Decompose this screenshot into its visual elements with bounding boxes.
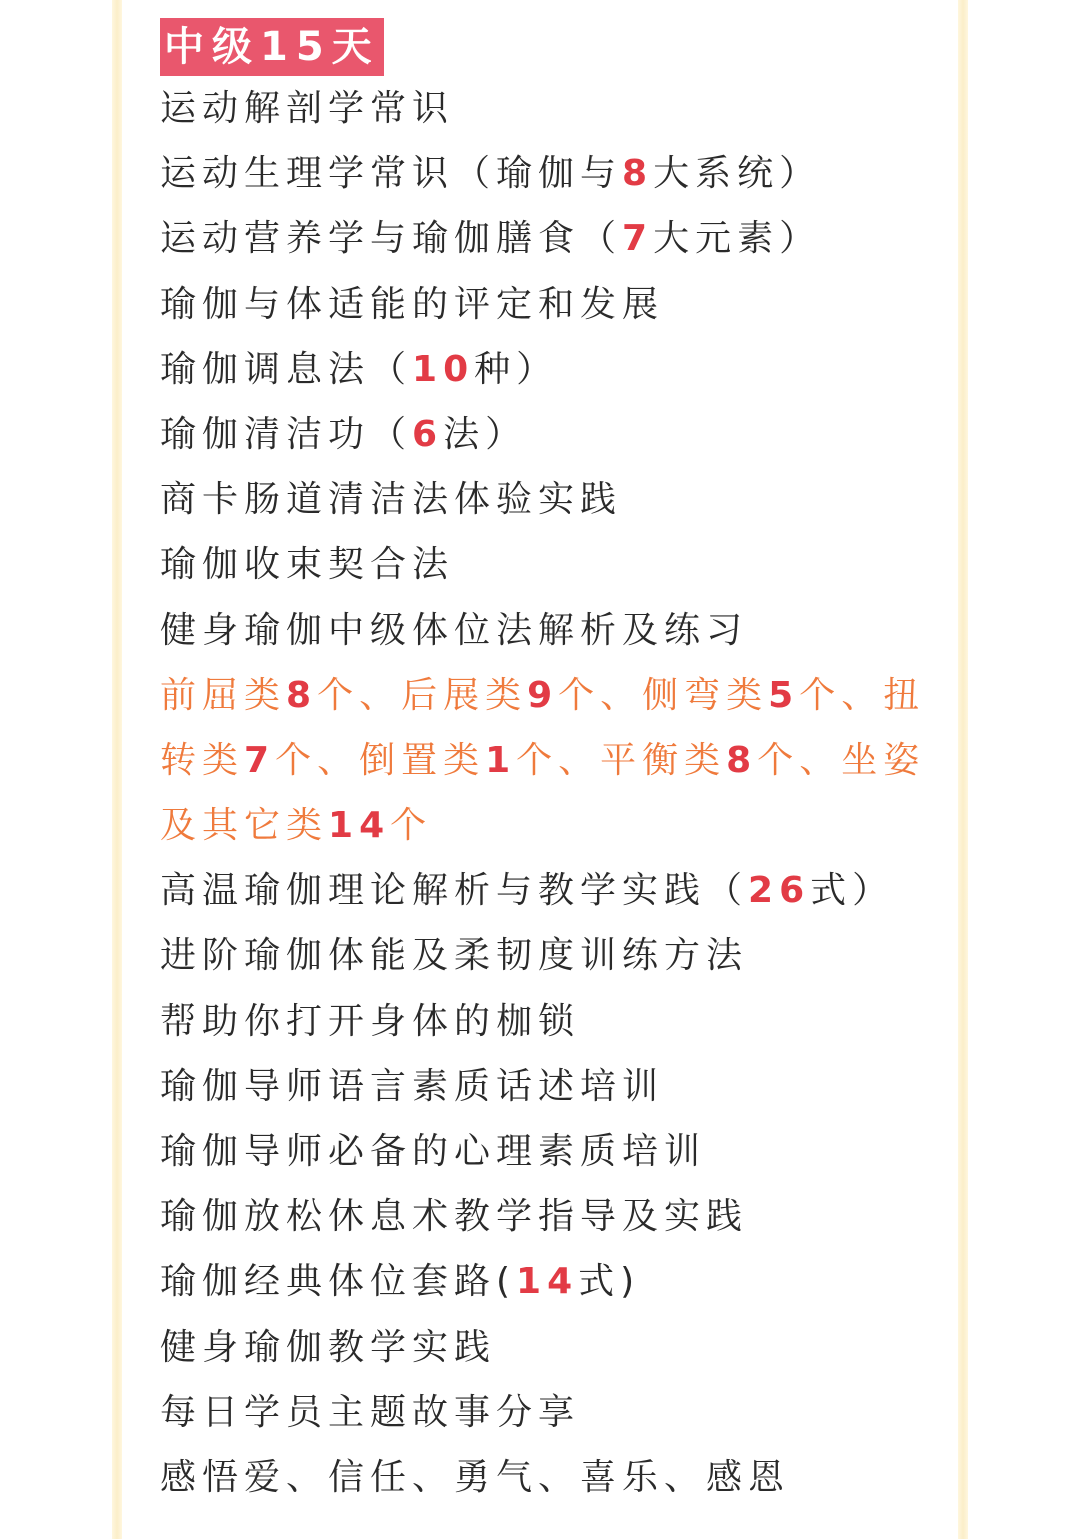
course-topic-item	[160, 402, 940, 467]
topic-text: 商卡肠道清洁法体验实践	[160, 479, 623, 521]
topic-count-number: 8	[726, 739, 758, 781]
topic-text: 瑜伽清洁功（	[160, 413, 413, 455]
topic-text: 前屈类	[160, 674, 287, 716]
topic-count-number: 26	[748, 870, 811, 912]
topic-count-number: 14	[328, 805, 391, 847]
course-topic-item	[160, 337, 940, 402]
topic-text: 感悟爱、信任、勇气、喜乐、感恩	[160, 1456, 791, 1498]
right-decorative-border	[958, 0, 968, 1539]
topic-text: 及其它类	[160, 805, 329, 847]
topic-text: 健身瑜伽中级体位法解析及练习	[160, 609, 749, 651]
topic-text: 帮助你打开身体的枷锁	[160, 1000, 581, 1042]
topic-text: 每日学员主题故事分享	[160, 1391, 581, 1433]
course-content	[160, 18, 940, 1510]
topic-count-number: 8	[286, 674, 318, 716]
topic-text: 个、倒置类	[275, 739, 486, 781]
topic-count-number: 7	[244, 739, 276, 781]
course-topic-item	[160, 206, 940, 271]
course-topic-item	[160, 1119, 940, 1184]
topic-count-number: 9	[527, 674, 559, 716]
asana-category-line	[160, 793, 940, 858]
topic-text: 个	[390, 805, 433, 847]
course-topic-item	[160, 1445, 940, 1510]
topic-count-number: 1	[485, 739, 517, 781]
topic-text: 瑜伽导师必备的心理素质培训	[160, 1131, 707, 1172]
topic-text: 法）	[443, 413, 528, 455]
topic-count-number: 7	[622, 218, 654, 260]
course-topic-item	[160, 858, 940, 923]
topic-count-number: 10	[412, 348, 475, 390]
topic-text: 个、坐姿	[757, 739, 926, 781]
topic-text: 瑜伽导师语言素质话述培训	[160, 1065, 665, 1107]
topic-text: 大系统）	[653, 153, 822, 195]
course-topic-item	[160, 76, 940, 141]
course-topic-item	[160, 598, 940, 663]
course-topic-item	[160, 989, 940, 1054]
topic-count-number: 5	[768, 674, 800, 716]
course-level-heading: 中级15天	[160, 18, 384, 76]
course-topic-item	[160, 923, 940, 988]
course-topic-item	[160, 141, 940, 206]
course-topic-item	[160, 1380, 940, 1445]
topic-text: 瑜伽放松休息术教学指导及实践	[160, 1196, 749, 1238]
course-topic-list	[160, 76, 940, 1510]
topic-text: 运动生理学常识（瑜伽与	[160, 153, 623, 195]
course-topic-item	[160, 1315, 940, 1380]
course-topic-item	[160, 467, 940, 532]
course-topic-item	[160, 1054, 940, 1119]
left-decorative-border	[112, 0, 122, 1539]
topic-text: 瑜伽与体适能的评定和发展	[160, 283, 665, 325]
topic-text: 个、扭	[799, 674, 926, 716]
topic-text: 高温瑜伽理论解析与教学实践（	[160, 870, 749, 912]
topic-count-number: 6	[412, 413, 444, 455]
topic-text: 瑜伽收束契合法	[160, 544, 455, 586]
topic-text: 运动解剖学常识	[160, 88, 455, 129]
course-topic-item	[160, 1249, 940, 1314]
topic-text: 大元素）	[653, 218, 822, 260]
topic-text: 转类	[160, 739, 245, 781]
topic-count-number: 14	[516, 1261, 579, 1303]
topic-text: 种）	[474, 348, 559, 390]
course-topic-item	[160, 1184, 940, 1249]
topic-text: 个、侧弯类	[558, 674, 769, 716]
topic-text: 瑜伽调息法（	[160, 348, 413, 390]
course-topic-item	[160, 532, 940, 597]
topic-text: 瑜伽经典体位套路(	[160, 1261, 517, 1303]
topic-text: 个、后展类	[317, 674, 528, 716]
topic-text: 个、平衡类	[516, 739, 727, 781]
topic-text: 健身瑜伽教学实践	[160, 1326, 497, 1368]
topic-text: 进阶瑜伽体能及柔韧度训练方法	[160, 935, 749, 977]
topic-count-number: 8	[622, 153, 654, 195]
topic-text: 式)	[578, 1261, 641, 1303]
asana-category-line	[160, 663, 940, 728]
topic-text: 运动营养学与瑜伽膳食（	[160, 218, 623, 260]
topic-text: 式）	[810, 870, 895, 912]
course-topic-item	[160, 272, 940, 337]
asana-category-line	[160, 728, 940, 793]
